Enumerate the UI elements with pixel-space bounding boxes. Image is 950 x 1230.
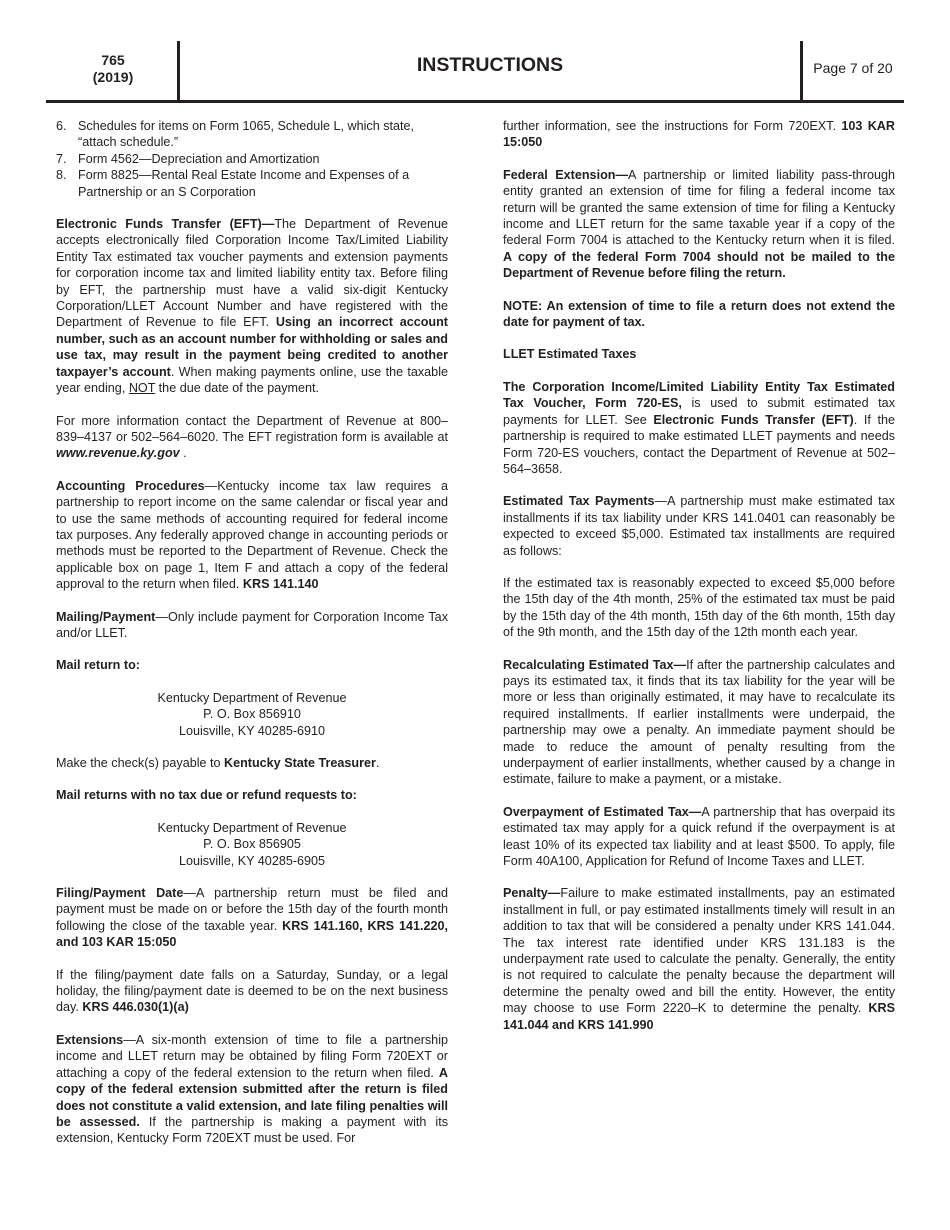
left-column [56, 118, 448, 1163]
weekend-paragraph: If the filing/payment date falls on a Saturday, Sunday, or a legal holiday, the filing/payment date is deemed to be on the next business day. KRS 446.030(1)(a) [56, 967, 448, 1015]
more-info-paragraph: For more information contact the Department of Revenue at 800–839–4137 or 502–564–6020. The EFT registration form is available at www.revenue.ky.gov . [56, 413, 448, 461]
overpayment-paragraph: Overpayment of Estimated Tax—A partnership that has overpaid its estimated tax may apply for a quick refund if the overpayment is at least 10% of its expected tax liability and at least $500. To apply, file Form 40A100, Application for Refund of Income Taxes and LLET. [503, 804, 895, 869]
payable-paragraph: Make the check(s) payable to Kentucky State Treasurer. [56, 756, 380, 770]
mailing-paragraph: Mailing/Payment—Only include payment for Corporation Income Tax and/or LLET. [56, 609, 448, 640]
revenue-website-link[interactable]: www.revenue.ky.gov [56, 446, 180, 461]
mail-return-heading: Mail return to: [56, 658, 140, 673]
form-number: 765 [101, 52, 125, 68]
penalty-paragraph: Penalty—Failure to make estimated installments, pay an estimated installment in full, or pay estimated installments timely will result in an addition to tax that will be considered a penalty under KRS 141.044. The tax interest rate identified under KRS 131.183 is the underpayment rate used to calculate the penalty. Generally, the entity is not required to calculate the penalty because the department will determine the penalty owed and bill the entity. However, the entity may choose to use Form 2220–K to determine the penalty. KRS 141.044 and KRS 141.990 [503, 886, 895, 1032]
federal-extension-heading: Federal Extension— [503, 167, 629, 182]
list-item: 6. Schedules for items on Form 1065, Schedule L, which state, “attach schedule.” [56, 119, 415, 150]
continuation-paragraph: further information, see the instructions for Form 720EXT. 103 KAR 15:050 [503, 119, 895, 150]
accounting-paragraph: Accounting Procedures—Kentucky income tax law requires a partnership to report income on the same calendar or fiscal year and to use the same methods of accounting required for federal income tax purposes. Any federally approved change in accounting periods or methods must be reported to the Department of Revenue. Check the applicable box on page 1, Item F and attach a copy of the federal approval to the return when filed. KRS 141.140 [56, 478, 449, 592]
accounting-heading: Accounting Procedures [56, 478, 205, 493]
mailing-heading: Mailing/Payment [56, 609, 156, 624]
page-number: Page 7 of 20 [813, 60, 893, 76]
filing-paragraph: Filing/Payment Date—A partnership return must be filed and payment must be made on or before the 15th day of the fourth month following the close of the taxable year. KRS 141.160, KRS 141.220, and 103 KAR 15:050 [56, 886, 448, 950]
estimated-payments-heading: Estimated Tax Payments [503, 494, 655, 509]
voucher-paragraph: The Corporation Income/Limited Liability Entity Tax Estimated Tax Voucher, Form 720-ES, is used to submit estimated tax payments for LLET. See Electronic Funds Transfer (EFT). If the partnership is required to make estimated LLET payments and needs Form 720-ES vouchers, contact the Department of Revenue at 502–564–3658. [503, 379, 895, 476]
address-block-2: Kentucky Department of Revenue P. O. Box 856905 Louisville, KY 40285-6905 [157, 820, 347, 868]
page-title: INSTRUCTIONS [416, 54, 564, 76]
extensions-paragraph: Extensions—A six-month extension of time to file a partnership income and LLET return may be obtained by filing Form 720EXT or attaching a copy of the federal extension to the return when filed. A copy of the federal extension submitted after the return is filed does not constitute a valid extension, and late filing penalties will be assessed. If the partnership is making a payment with its extension, Kentucky Form 720EXT must be used. For [56, 1032, 448, 1146]
schedule-paragraph: If the estimated tax is reasonably expected to exceed $5,000 before the 15th day of the 4th month, 25% of the estimated tax must be paid by the 15th day of the 4th month, 15th day of the 6th month, 15th day of the 9th month, and the 15th day of the 12th month each year. [503, 575, 895, 640]
header-rule [46, 100, 904, 103]
attachment-list [56, 118, 448, 200]
recalculating-heading: Recalculating Estimated Tax— [503, 657, 687, 672]
estimated-payments-paragraph: Estimated Tax Payments—A partnership must make estimated tax installments if its tax liability under KRS 141.0401 can reasonably be expected to exceed $5,000. Estimated tax installments are required as follows: [503, 494, 895, 558]
list-item: 7. Form 4562—Depreciation and Amortization [56, 151, 320, 166]
mail-no-tax-heading: Mail returns with no tax due or refund requests to: [56, 788, 357, 803]
filing-heading: Filing/Payment Date [56, 886, 184, 901]
federal-extension-paragraph: Federal Extension—A partnership or limited liability pass-through entity granted an extension of time for filing a federal income tax return will be granted the same extension of time for filing a Kentucky income and LLET return for the same taxable year if a copy of the federal Form 7004 is attached to the Kentucky return when it is filed. A copy of the federal Form 7004 should not be mailed to the Department of Revenue before filing the return. [503, 167, 895, 281]
right-column [503, 118, 895, 1049]
recalculating-paragraph: Recalculating Estimated Tax—If after the partnership calculates and pays its estimated tax, it finds that its tax liability for the year will be more or less than originally estimated, it may have to recalculate its required installments. If earlier installments were underpaid, the partnership may owe a penalty. An immediate payment should be made to reduce the amount of penalty resulting from the underpayment of earlier installments, whether caused by a change in estimate, failure to make a payment, or a mistake. [503, 657, 895, 787]
overpayment-heading: Overpayment of Estimated Tax— [503, 804, 702, 819]
extensions-heading: Extensions [56, 1032, 124, 1047]
eft-heading: Electronic Funds Transfer (EFT)— [56, 217, 275, 232]
page-header [0, 0, 950, 104]
form-number-block [48, 52, 178, 86]
list-item: 8. Form 8825—Rental Real Estate Income and Expenses of a Partnership or an S Corporation [56, 168, 410, 199]
eft-paragraph: Electronic Funds Transfer (EFT)—The Department of Revenue accepts electronically filed Corporation Income Tax/Limited Liability Entity Tax estimated tax voucher payments and extension payments for corporation income tax and limited liability entity tax. Before filing by EFT, the partnership must have a valid six-digit Kentucky Corporation/LLET Account Number and have registered with the Department of Revenue to file EFT. Using an incorrect account number, such as an account number for withholding or sales and use tax, may result in the payment being credited to another taxpayer’s account. When making payments online, use the taxable year ending, NOT the due date of the payment. [56, 217, 448, 396]
llet-heading: LLET Estimated Taxes [503, 347, 637, 362]
address-block-1: Kentucky Department of Revenue P. O. Box 856910 Louisville, KY 40285-6910 [157, 690, 347, 738]
penalty-heading: Penalty— [503, 886, 561, 901]
form-year: (2019) [92, 69, 134, 85]
note-paragraph: NOTE: An extension of time to file a return does not extend the date for payment of tax. [503, 298, 895, 330]
